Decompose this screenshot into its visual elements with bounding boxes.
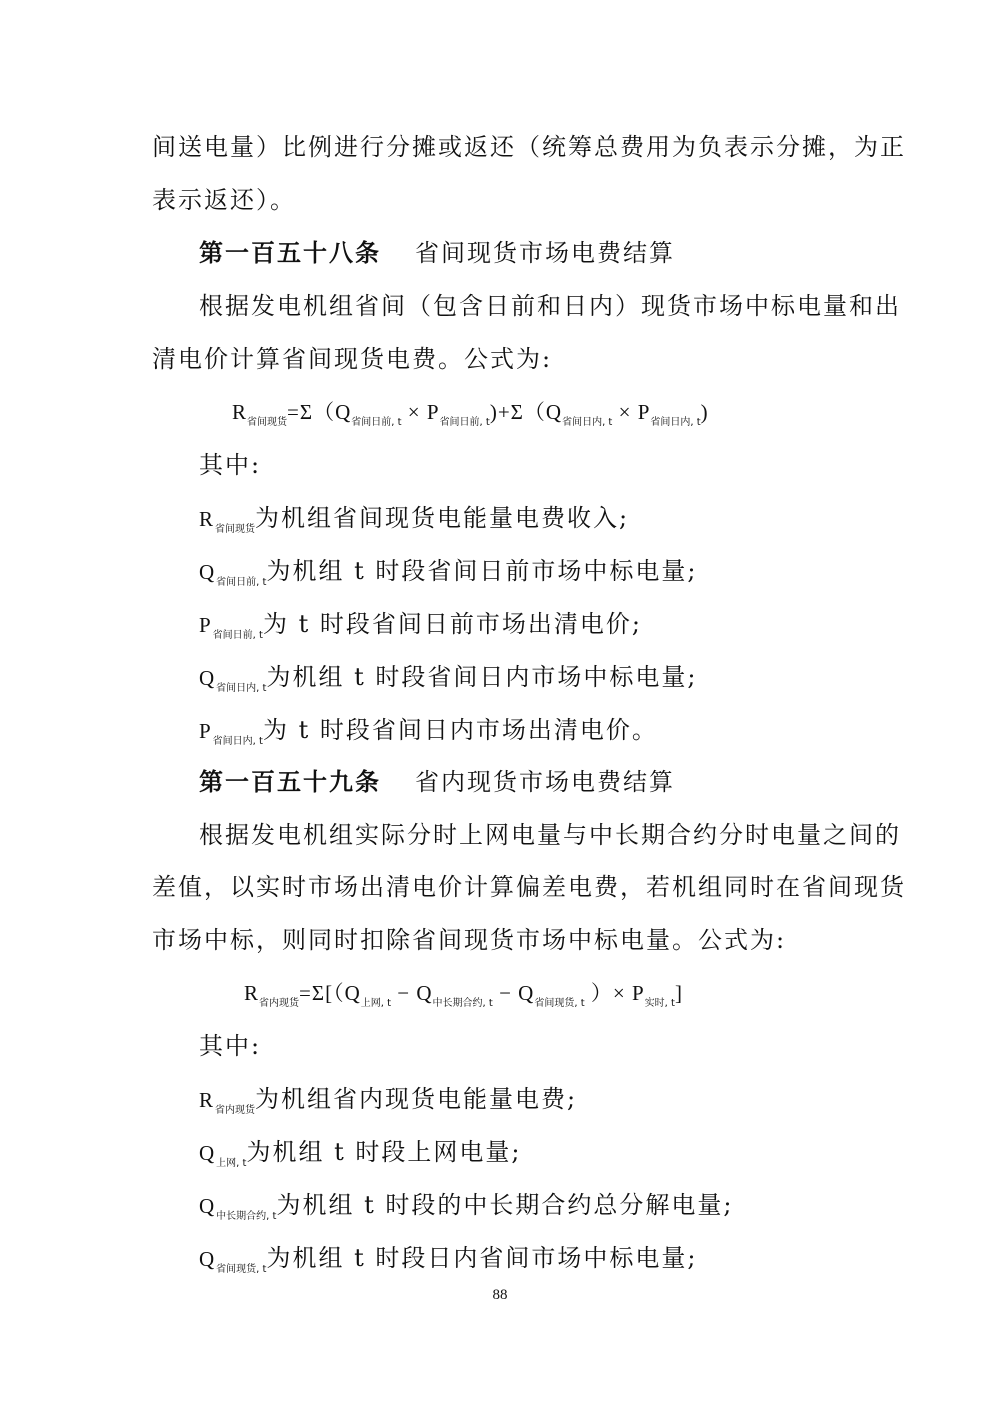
formula-158-q2-sub: 省间日内, t [562,417,613,428]
formula-159-p-sub: 实时, t [644,998,675,1009]
def-symbol: R [199,507,216,531]
def-symbol: Q [199,1247,217,1271]
def-symbol: Q [199,1194,217,1218]
def-text: 为 t 时段省间日前市场出清电价; [262,610,642,638]
formula-159-times: ）× P [590,981,645,1005]
formula-159-q3-sub: 省间现货, t [534,998,585,1009]
def-text: 为机组 t 时段日内省间市场中标电量; [266,1244,698,1272]
def-symbol-sub: 省内现货 [215,1105,256,1116]
def-text: 为机组 t 时段省间日前市场中标电量; [266,557,698,585]
def-158-item [199,501,629,547]
def-159-item [199,1135,521,1181]
def-symbol-sub: 上网, t [216,1158,247,1169]
def-158-item [199,607,642,653]
formula-158-sigma-1: =Σ（Q [287,400,352,424]
formula-158-close-2: ) [700,400,709,424]
def-symbol: Q [199,1141,217,1165]
article-158-where: 其中: [199,451,262,479]
def-159-item [199,1241,697,1287]
formula-159-q1-sub: 上网, t [360,998,392,1009]
formula-158-sigma-2: +Σ（Q [497,400,563,424]
article-158-title: 省间现货市场电费结算 [415,239,675,267]
def-symbol-sub: 中长期合约, t [216,1211,277,1222]
article-158-number: 第一百五十八条 [199,239,381,267]
def-symbol: Q [199,666,217,690]
def-symbol-sub: 省间日前, t [216,577,267,588]
formula-159-lhs: R [244,981,260,1005]
article-159-where: 其中: [199,1032,262,1060]
formula-158-times-2: × P [618,400,651,424]
def-text: 为 t 时段省间日内市场出清电价。 [262,716,658,744]
def-symbol: P [199,613,213,637]
formula-159-minus-1: − Q [397,981,433,1005]
formula-158-lhs: R [232,400,248,424]
article-159-paragraph-line-1: 根据发电机组实际分时上网电量与中长期合约分时电量之间的 [199,821,901,849]
def-symbol-sub: 省间现货 [215,524,256,535]
formula-159-q2-sub: 中长期合约, t [432,998,493,1009]
article-159-title: 省内现货市场电费结算 [415,768,675,796]
def-159-item [199,1188,733,1234]
def-symbol-sub: 省间现货, t [216,1264,267,1275]
continuation-line-1: 间送电量）比例进行分摊或返还（统筹总费用为负表示分摊，为正 [152,133,906,161]
def-symbol-sub: 省间日前, t [212,630,263,641]
formula-158-p1-sub: 省间日前, t [439,417,490,428]
def-158-item [199,554,697,600]
def-symbol: Q [199,560,217,584]
formula-158 [232,395,709,440]
article-159-paragraph-line-3: 市场中标，则同时扣除省间现货市场中标电量。公式为: [152,926,787,954]
formula-158-lhs-sub: 省间现货 [247,417,288,428]
article-158-paragraph-line-1: 根据发电机组省间（包含日前和日内）现货市场中标电量和出 [199,292,901,320]
def-symbol: R [199,1088,216,1112]
def-text: 为机组 t 时段省间日内市场中标电量; [266,663,698,691]
def-159-item [199,1082,577,1128]
article-159-paragraph-line-2: 差值，以实时市场出清电价计算偏差电费，若机组同时在省间现货 [152,873,906,901]
formula-158-close-1: ) [489,400,498,424]
formula-158-times-1: × P [407,400,440,424]
article-159-heading [199,765,675,799]
article-158-heading [199,236,675,270]
def-symbol: P [199,719,213,743]
formula-158-q1-sub: 省间日前, t [351,417,402,428]
def-symbol-sub: 省间日内, t [216,683,267,694]
formula-159 [244,976,683,1021]
page-number: 88 [492,1287,508,1303]
formula-159-minus-2: − Q [499,981,535,1005]
def-text: 为机组 t 时段的中长期合约总分解电量; [276,1191,734,1219]
article-158-paragraph-line-2: 清电价计算省间现货电费。公式为: [152,345,553,373]
continuation-line-2: 表示返还）。 [152,186,296,214]
def-symbol-sub: 省间日内, t [212,736,263,747]
formula-159-close: ] [674,981,683,1005]
article-159-number: 第一百五十九条 [199,768,381,796]
def-text: 为机组 t 时段上网电量; [246,1138,522,1166]
def-158-item [199,660,697,706]
formula-159-sigma: =Σ[（Q [299,981,361,1005]
formula-158-p2-sub: 省间日内, t [650,417,701,428]
def-text: 为机组省间现货电能量电费收入; [255,504,630,532]
def-text: 为机组省内现货电能量电费; [255,1085,578,1113]
def-158-item [199,713,658,759]
formula-159-lhs-sub: 省内现货 [259,998,300,1009]
